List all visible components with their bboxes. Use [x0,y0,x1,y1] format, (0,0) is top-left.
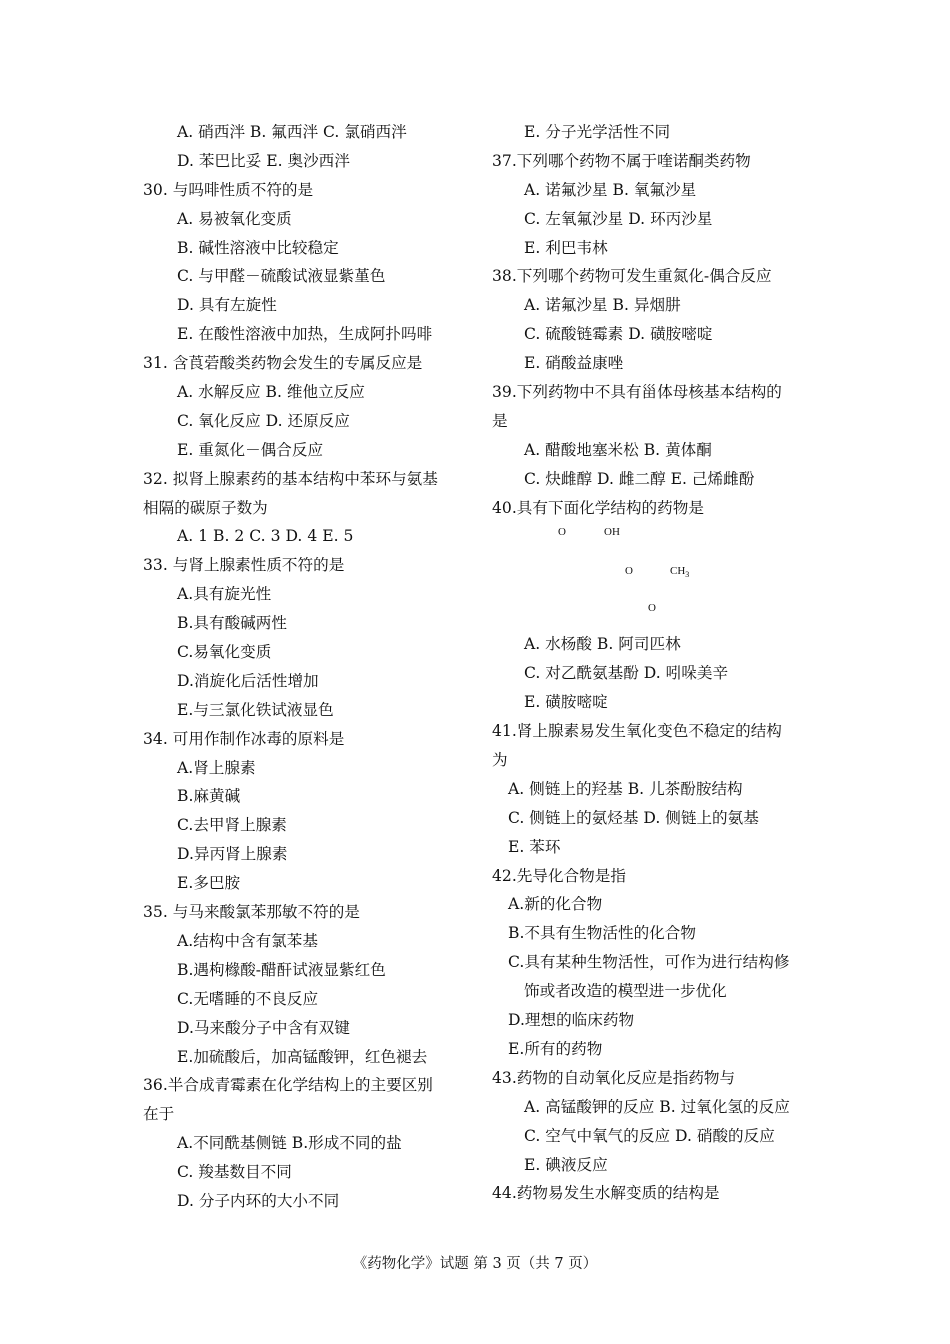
option-line: A.具有旋光性 [177,585,272,604]
option-line: C.去甲肾上腺素 [177,816,287,835]
option-line: A. 易被氧化变质 [177,209,292,228]
question-line: 38.下列哪个药物可发生重氮化-偶合反应 [492,267,772,286]
question-line: 32. 拟肾上腺素药的基本结构中苯环与氨基 [143,469,438,488]
option-line: B.具有酸碱两性 [177,614,287,633]
option-line: B.遇枸橼酸-醋酐试液显紫红色 [177,960,386,979]
question-line: 41.肾上腺素易发生氧化变色不稳定的结构 [492,722,782,741]
option-line: E.多巴胺 [177,874,241,893]
question-line: 44.药物易发生水解变质的结构是 [492,1184,720,1203]
structure-label-oh: OH [604,526,620,539]
question-line: 35. 与马来酸氯苯那敏不符的是 [143,903,360,922]
page-footer: 《药物化学》试题 第 3 页（共 7 页） [352,1256,598,1272]
left-column [143,118,473,1216]
option-line: A.结构中含有氯苯基 [177,931,318,950]
question-line: 为 [492,751,508,770]
option-line: C. 羧基数目不同 [177,1163,292,1182]
option-line: C.具有某种生物活性，可作为进行结构修 [508,953,790,972]
option-line: A. 侧链上的羟基 B. 儿茶酚胺结构 [508,779,743,798]
option-line: A. 高锰酸钾的反应 B. 过氧化氢的反应 [524,1097,790,1116]
option-line: E. 硝酸益康唑 [524,354,624,373]
option-line: A. 水解反应 B. 维他立反应 [177,383,365,402]
option-line: E. 分子光学活性不同 [524,123,671,141]
question-line: 34. 可用作制作冰毒的原料是 [143,729,345,748]
structure-label-o3: O [648,602,656,615]
option-line: A. 1 B. 2 C. 3 D. 4 E. 5 [177,527,354,546]
structure-label-o1: O [558,526,566,539]
option-line: A. 硝西泮 B. 氟西泮 C. 氯硝西泮 [177,123,407,141]
option-line: A.不同酰基侧链 B.形成不同的盐 [177,1134,402,1153]
option-line: C. 左氧氟沙星 D. 环丙沙星 [524,209,713,228]
option-line: B.麻黄碱 [177,787,241,806]
question-line: 43.药物的自动氧化反应是指药物与 [492,1068,736,1087]
option-line: E. 重氮化－偶合反应 [177,440,324,459]
right-column-top [492,118,812,522]
option-line: A.肾上腺素 [177,758,256,777]
option-line: D. 分子内环的大小不同 [177,1191,340,1210]
option-line: C. 炔雌醇 D. 雌二醇 E. 己烯雌酚 [524,469,755,488]
question-line: 31. 含莨菪酸类药物会发生的专属反应是 [143,354,423,373]
question-line: 42.先导化合物是指 [492,866,626,885]
option-line: A.新的化合物 [508,895,603,914]
option-line: B. 碱性溶液中比较稳定 [177,238,339,257]
option-line: C. 与甲醛－硫酸试液显紫堇色 [177,267,386,286]
option-line: C.无嗜睡的不良反应 [177,989,319,1008]
structure-label-ch3: $CH_3$ [670,565,690,580]
option-line: E. 苯环 [508,837,561,856]
option-line: D. 具有左旋性 [177,296,277,315]
option-line: E. 在酸性溶液中加热，生成阿扑吗啡 [177,325,433,344]
question-line: 36.半合成青霉素在化学结构上的主要区别 [143,1076,433,1095]
option-line: A. 诺氟沙星 B. 氧氟沙星 [524,180,697,199]
option-line: E.与三氯化铁试液显色 [177,700,334,719]
option-line: E. 利巴韦林 [524,238,608,257]
option-line: D.理想的临床药物 [508,1011,635,1030]
option-line: D. 苯巴比妥 E. 奥沙西泮 [177,151,350,170]
question-line: 是 [492,411,508,430]
right-column [492,118,812,1208]
question-line: 37.下列哪个药物不属于喹诺酮类药物 [492,151,751,170]
option-line: C. 侧链上的氨烃基 D. 侧链上的氨基 [508,808,759,827]
question-line: 在于 [143,1105,175,1124]
option-line: E. 磺胺嘧啶 [524,693,608,712]
question-line: 40.具有下面化学结构的药物是 [492,498,704,517]
option-line: C.易氧化变质 [177,643,272,662]
option-line: E. 碘液反应 [524,1155,608,1174]
option-line: A. 诺氟沙星 B. 异烟肼 [524,296,681,315]
option-line: D.异丙肾上腺素 [177,845,288,864]
option-line: D.消旋化后活性增加 [177,671,319,690]
right-column-bottom [492,630,812,1208]
option-line: E.加硫酸后，加高锰酸钾，红色褪去 [177,1047,428,1066]
question-line: 30. 与吗啡性质不符的是 [143,180,314,199]
option-line: C. 硫酸链霉素 D. 磺胺嘧啶 [524,325,713,344]
question-line: 33. 与肾上腺素性质不符的是 [143,556,345,575]
option-line: D.马来酸分子中含有双键 [177,1018,350,1037]
structure-label-o2: O [625,565,633,578]
option-line: C. 对乙酰氨基酚 D. 吲哚美辛 [524,664,729,683]
option-line: E.所有的药物 [508,1039,603,1058]
option-line: C. 氧化反应 D. 还原反应 [177,411,350,430]
option-line: A. 醋酸地塞米松 B. 黄体酮 [524,440,712,459]
option-line: B.不具有生物活性的化合物 [508,924,696,943]
question-line: 相隔的碳原子数为 [143,498,268,517]
option-line: 饰或者改造的模型进一步优化 [524,982,727,1001]
chemical-structure [492,522,812,630]
option-line: A. 水杨酸 B. 阿司匹林 [524,635,681,654]
option-line: C. 空气中氧气的反应 D. 硝酸的反应 [524,1126,775,1145]
question-line: 39.下列药物中不具有甾体母核基本结构的 [492,383,782,402]
